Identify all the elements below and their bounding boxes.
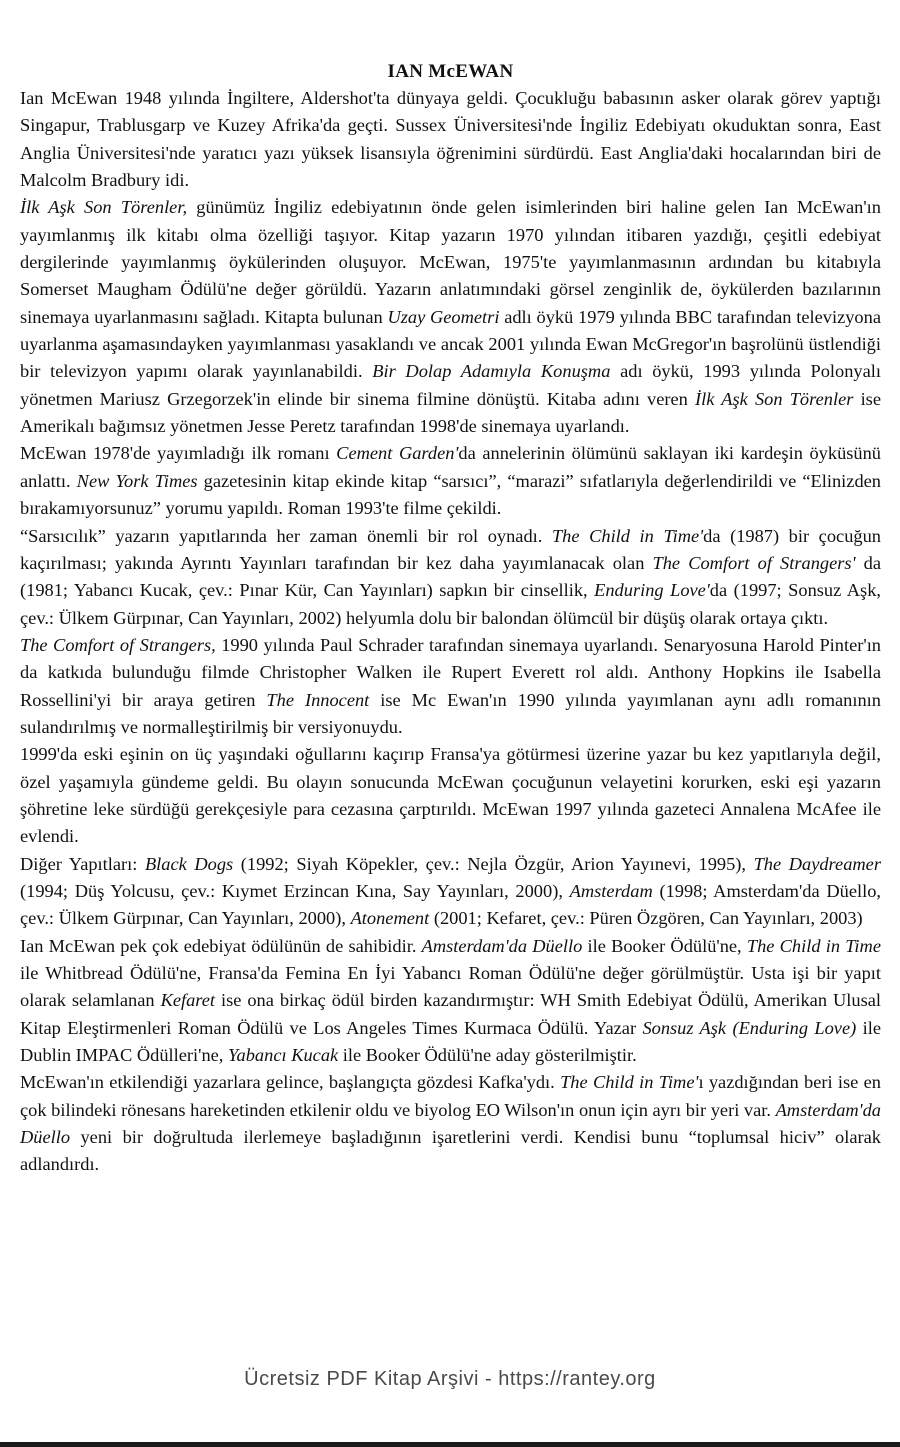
paragraph-text: ile Whitbread Ödülü'ne, Fransa'da Femina En İyi Yabancı Roman Ödülü'ne değer görülmüştür. Usta işi bir yapıt olarak selamlanan (20, 963, 881, 1011)
paragraph-text: da (1997; Sonsuz Aşk, çev.: Ülkem Gürpınar, Can Yayınları, 2002) helyumla dolu bir balondan ölümcül bir düşüş olarak ortaya çıktı. (20, 580, 881, 628)
page-title: IAN McEWAN (387, 61, 514, 82)
italic-title-text: The Child in Time' (560, 1072, 699, 1093)
paragraph-text: adı öykü, 1993 yılında Polonyalı yönetmen Mariusz Grzegorzek'in elinde bir sinema filmine dönüştü. Kitaba adını veren (20, 361, 881, 409)
italic-title-text: İlk Aşk Son Törenler, (20, 197, 188, 218)
paragraph-text: Ian McEwan pek çok edebiyat ödülünün de sahibidir. (20, 935, 422, 956)
body-paragraph (20, 632, 881, 741)
paragraph-text: 1999'da eski eşinin on üç yaşındaki oğullarını kaçırıp Fransa'ya götürmesi üzerine yazar bu kez yapıtlarıyla değil, özel yaşamıyla gündeme geldi. Bu olayın sonucunda McEwan çocuğunun velayetini korurken, eski eşi yazarın şöhretine leke sürdüğü gerekçesiyle para cezasına çarptırıldı. McEwan 1997 yılında gazeteci Annalena McAfee ile evlendi. (20, 744, 881, 847)
italic-title-text: The Child in Time (746, 935, 881, 956)
body-paragraph (20, 523, 881, 632)
paragraph-text: McEwan'ın etkilendiği yazarlara gelince, başlangıçta gözdesi Kafka'ydı. (20, 1072, 561, 1093)
paragraph-text: da (1981; Yabancı Kucak, çev.: Pınar Kür, Can Yayınları) sapkın bir cinsellik, (20, 552, 881, 601)
paragraph-text: da annelerinin ölümünü saklayan iki kardeşin öyküsünü anlattı. (20, 443, 882, 491)
paragraph-text: (2001; Kefaret, çev.: Püren Özgören, Can Yayınları, 2003) (429, 908, 863, 929)
body-paragraph (20, 85, 881, 194)
paragraph-text: adlı öykü 1979 yılında BBC tarafından televizyona uyarlanma aşamasındayken yayımlanması yasaklandı ve ancak 2001 yılında Ewan McGregor'ın başrolünü üstlendiği bir televizyon yapımı olarak yayınlanabildi. (20, 306, 881, 382)
body-paragraph (20, 440, 881, 522)
paragraph-text: “Sarsıcılık” yazarın yapıtlarında her zaman önemli bir rol oynadı. (20, 525, 552, 546)
italic-title-text: Sonsuz Aşk (Enduring Love) (642, 1017, 857, 1038)
italic-title-text: The Child in Time' (551, 525, 704, 546)
paragraph-text: gazetesinin kitap ekinde kitap “sarsıcı”, “marazi” sıfatlarıyla değerlendirildi ve “Elinizden bırakamıyorsunuz” yorumu yapıldı. Roman 1993'te filme çekildi. (20, 470, 881, 519)
body-paragraph (20, 1069, 881, 1178)
paragraph-text: yeni bir doğrultuda ilerlemeye başladığının işaretlerini verdi. Kendisi bunu “toplumsal hiciv” olarak adlandırdı. (20, 1127, 881, 1175)
body-paragraph (20, 851, 881, 933)
italic-title-text: Kefaret (160, 990, 216, 1011)
paragraph-text: günümüz İngiliz edebiyatının önde gelen isimlerinden biri haline gelen Ian McEwan'ın yayımlanmış ilk kitabı olma özelliği taşıyor. Kitap yazarın 1970 yılından itibaren yazdığı, çeşitli edebiyat dergilerinde yayımlanmış öykülerinden oluşuyor. McEwan, 1975'te yayımlanmasının ardından bu kitabıyla Somerset Maugham Ödülü'ne değer görüldü. Yazarın anlatımındaki görsel zenginlik de, öykülerden bazılarının sinemaya uyarlanmasını sağladı. Kitapta bulunan (20, 197, 881, 327)
italic-title-text: The Comfort of Strangers, (20, 634, 216, 655)
italic-title-text: Amsterdam (569, 880, 653, 901)
italic-title-text: The Comfort of Strangers' (652, 552, 856, 573)
paragraph-text: Ian McEwan 1948 yılında İngiltere, Aldershot'ta dünyaya geldi. Çocukluğu babasının asker olarak görev yaptığı Singapur, Trablusgarp ve Kuzey Afrika'da geçti. Sussex Üniversitesi'nde İngiliz Edebiyatı okuduktan sonra, East Anglia Üniversitesi'nde yaratıcı yazı yüksek lisansıyla öğrenimini sürdürdü. East Anglia'daki hocalarından biri de Malcolm Bradbury idi. (20, 88, 881, 191)
italic-title-text: Enduring Love' (594, 580, 710, 601)
italic-title-text: Bir Dolap Adamıyla Konuşma (372, 361, 611, 382)
italic-title-text: Yabancı Kucak (228, 1045, 339, 1066)
italic-title-text: The Innocent (266, 689, 370, 710)
paragraph-text: ise Amerikalı bağımsız yönetmen Jesse Peretz tarafından 1998'de sinemaya uyarlandı. (20, 388, 881, 437)
italic-title-text: Atonement (350, 908, 430, 929)
paragraph-text: ile Booker Ödülü'ne aday gösterilmiştir. (338, 1045, 637, 1066)
paragraph-text: (1992; Siyah Köpekler, çev.: Nejla Özgür, Arion Yayınevi, 1995), (233, 853, 754, 874)
paragraph-text: ise Mc Ewan'ın 1990 yılında yayımlanan aynı adlı romanının sulandırılmış ve normalleştirilmiş bir versiyonuydu. (20, 689, 881, 737)
italic-title-text: İlk Aşk Son Törenler (695, 388, 854, 409)
document-page (20, 58, 881, 1179)
italic-title-text: Amsterdam'da Düello (20, 1099, 881, 1148)
page-bottom-rule (0, 1442, 900, 1447)
italic-title-text: Uzay Geometri (387, 306, 500, 327)
italic-title-text: New York Times (76, 470, 198, 491)
paragraph-text: ise ona birkaç ödül birden kazandırmıştır: WH Smith Edebiyat Ödülü, Amerikan Ulusal Kitap Eleştirmenleri Roman Ödülü ve Los Angeles Times Kurmaca Ödülü. Yazar (20, 990, 881, 1038)
body-paragraph (20, 933, 881, 1070)
paragraph-text: (1994; Düş Yolcusu, çev.: Kıymet Erzincan Kına, Say Yayınları, 2000), (20, 880, 570, 901)
body-paragraph (20, 194, 881, 440)
paragraph-text: ı yazdığından beri ise en çok bilindeki rönesans hareketinden etkilenir oldu ve biyolog EO Wilson'ın onun için ayrı bir yeri var. (20, 1072, 881, 1120)
paragraph-text: Diğer Yapıtları: (20, 853, 145, 874)
body-paragraph (20, 741, 881, 850)
italic-title-text: Cement Garden' (336, 443, 459, 464)
italic-title-text: The Daydreamer (753, 853, 881, 874)
body-text (20, 85, 881, 1179)
paragraph-text: da (1987) bir çocuğun kaçırılması; yakında Ayrıntı Yayınları tarafından bir kez daha yayımlanacak olan (20, 525, 881, 573)
watermark-text: Ücretsiz PDF Kitap Arşivi - https://rantey.org (244, 1368, 656, 1390)
paragraph-text: McEwan 1978'de yayımladığı ilk romanı (20, 443, 337, 464)
paragraph-text: ile Dublin IMPAC Ödülleri'ne, (20, 1017, 881, 1066)
paragraph-text: 1990 yılında Paul Schrader tarafından sinemaya uyarlandı. Senaryosuna Harold Pinter'ın da katkıda bulunduğu filmde Christopher Walken ile Rupert Everett rol aldı. Anthony Hopkins ile Isabella Rossellini'yi bir araya getiren (20, 634, 882, 710)
paragraph-text: ile Booker Ödülü'ne, (582, 935, 747, 956)
italic-title-text: Black Dogs (144, 853, 234, 874)
italic-title-text: Amsterdam'da Düello (421, 935, 583, 956)
paragraph-text: (1998; Amsterdam'da Düello, çev.: Ülkem Gürpınar, Can Yayınları, 2000), (20, 880, 881, 929)
